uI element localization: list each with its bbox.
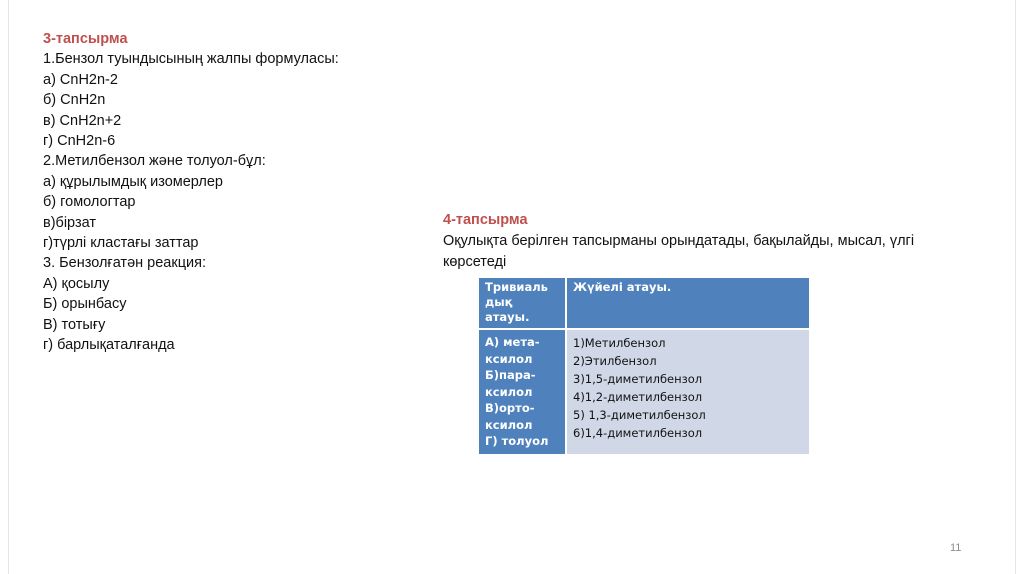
table-header-trivial: Тривиаль дық атауы. xyxy=(478,277,566,329)
systematic-name-line: 1)Метилбензол xyxy=(573,336,666,350)
trivial-name-line: ксилол xyxy=(485,384,533,399)
task3-line: 1.Бензол туындысының жалпы формуласы: xyxy=(43,51,339,68)
task3-line: 3. Бензолғатән реакция: xyxy=(43,255,206,272)
table-header-systematic: Жүйелі атауы. xyxy=(566,277,810,329)
trivial-name-line: ксилол xyxy=(485,351,533,366)
task4-title: 4-тапсырма xyxy=(443,212,528,228)
systematic-name-line: 3)1,5-диметилбензол xyxy=(573,372,703,386)
task3-line: б) гомологтар xyxy=(43,194,136,211)
task3-block xyxy=(43,29,339,356)
task3-line: а) CnH2n-2 xyxy=(43,71,118,88)
systematic-names-cell xyxy=(566,329,810,455)
systematic-name-line: 6)1,4-диметилбензол xyxy=(573,426,703,440)
task3-line: В) тотығу xyxy=(43,316,106,333)
systematic-name-line: 5) 1,3-диметилбензол xyxy=(573,408,706,422)
task3-line: г) CnH2n-6 xyxy=(43,133,116,150)
trivial-name-line: Б)пара- xyxy=(485,368,536,382)
task3-line: б) CnH2n xyxy=(43,92,106,109)
trivial-name-line: В)орто- xyxy=(485,401,535,415)
slide-right-border xyxy=(1015,0,1016,574)
task3-line: 2.Метилбензол және толуол-бұл: xyxy=(43,153,266,170)
trivial-name-line: Г) толуол xyxy=(485,434,549,448)
trivial-names-cell xyxy=(478,329,566,455)
slide-left-border xyxy=(8,0,9,574)
task3-line: а) құрылымдық изомерлер xyxy=(43,173,223,190)
task3-line: Б) орынбасу xyxy=(43,296,127,313)
systematic-name-line: 2)Этилбензол xyxy=(573,354,657,368)
task3-line: г)түрлі кластағы заттар xyxy=(43,235,199,252)
systematic-name-line: 4)1,2-диметилбензол xyxy=(573,390,703,404)
task3-line: в)бірзат xyxy=(43,214,96,231)
task4-description: Оқулықта берілген тапсырманы орындатады, бақылайды, мысал, үлгі көрсетеді xyxy=(443,233,915,270)
names-table xyxy=(477,276,811,456)
task3-line: г) барлықаталғанда xyxy=(43,337,175,354)
task3-line: А) қосылу xyxy=(43,275,110,292)
task3-title: 3-тапсырма xyxy=(43,31,128,47)
page-number: 11 xyxy=(950,542,962,554)
trivial-name-line: А) мета- xyxy=(485,335,540,349)
task3-line: в) CnH2n+2 xyxy=(43,112,122,129)
table-row xyxy=(478,329,810,455)
table-header-row xyxy=(478,277,810,329)
task4-block xyxy=(443,210,923,272)
trivial-name-line: ксилол xyxy=(485,417,533,432)
